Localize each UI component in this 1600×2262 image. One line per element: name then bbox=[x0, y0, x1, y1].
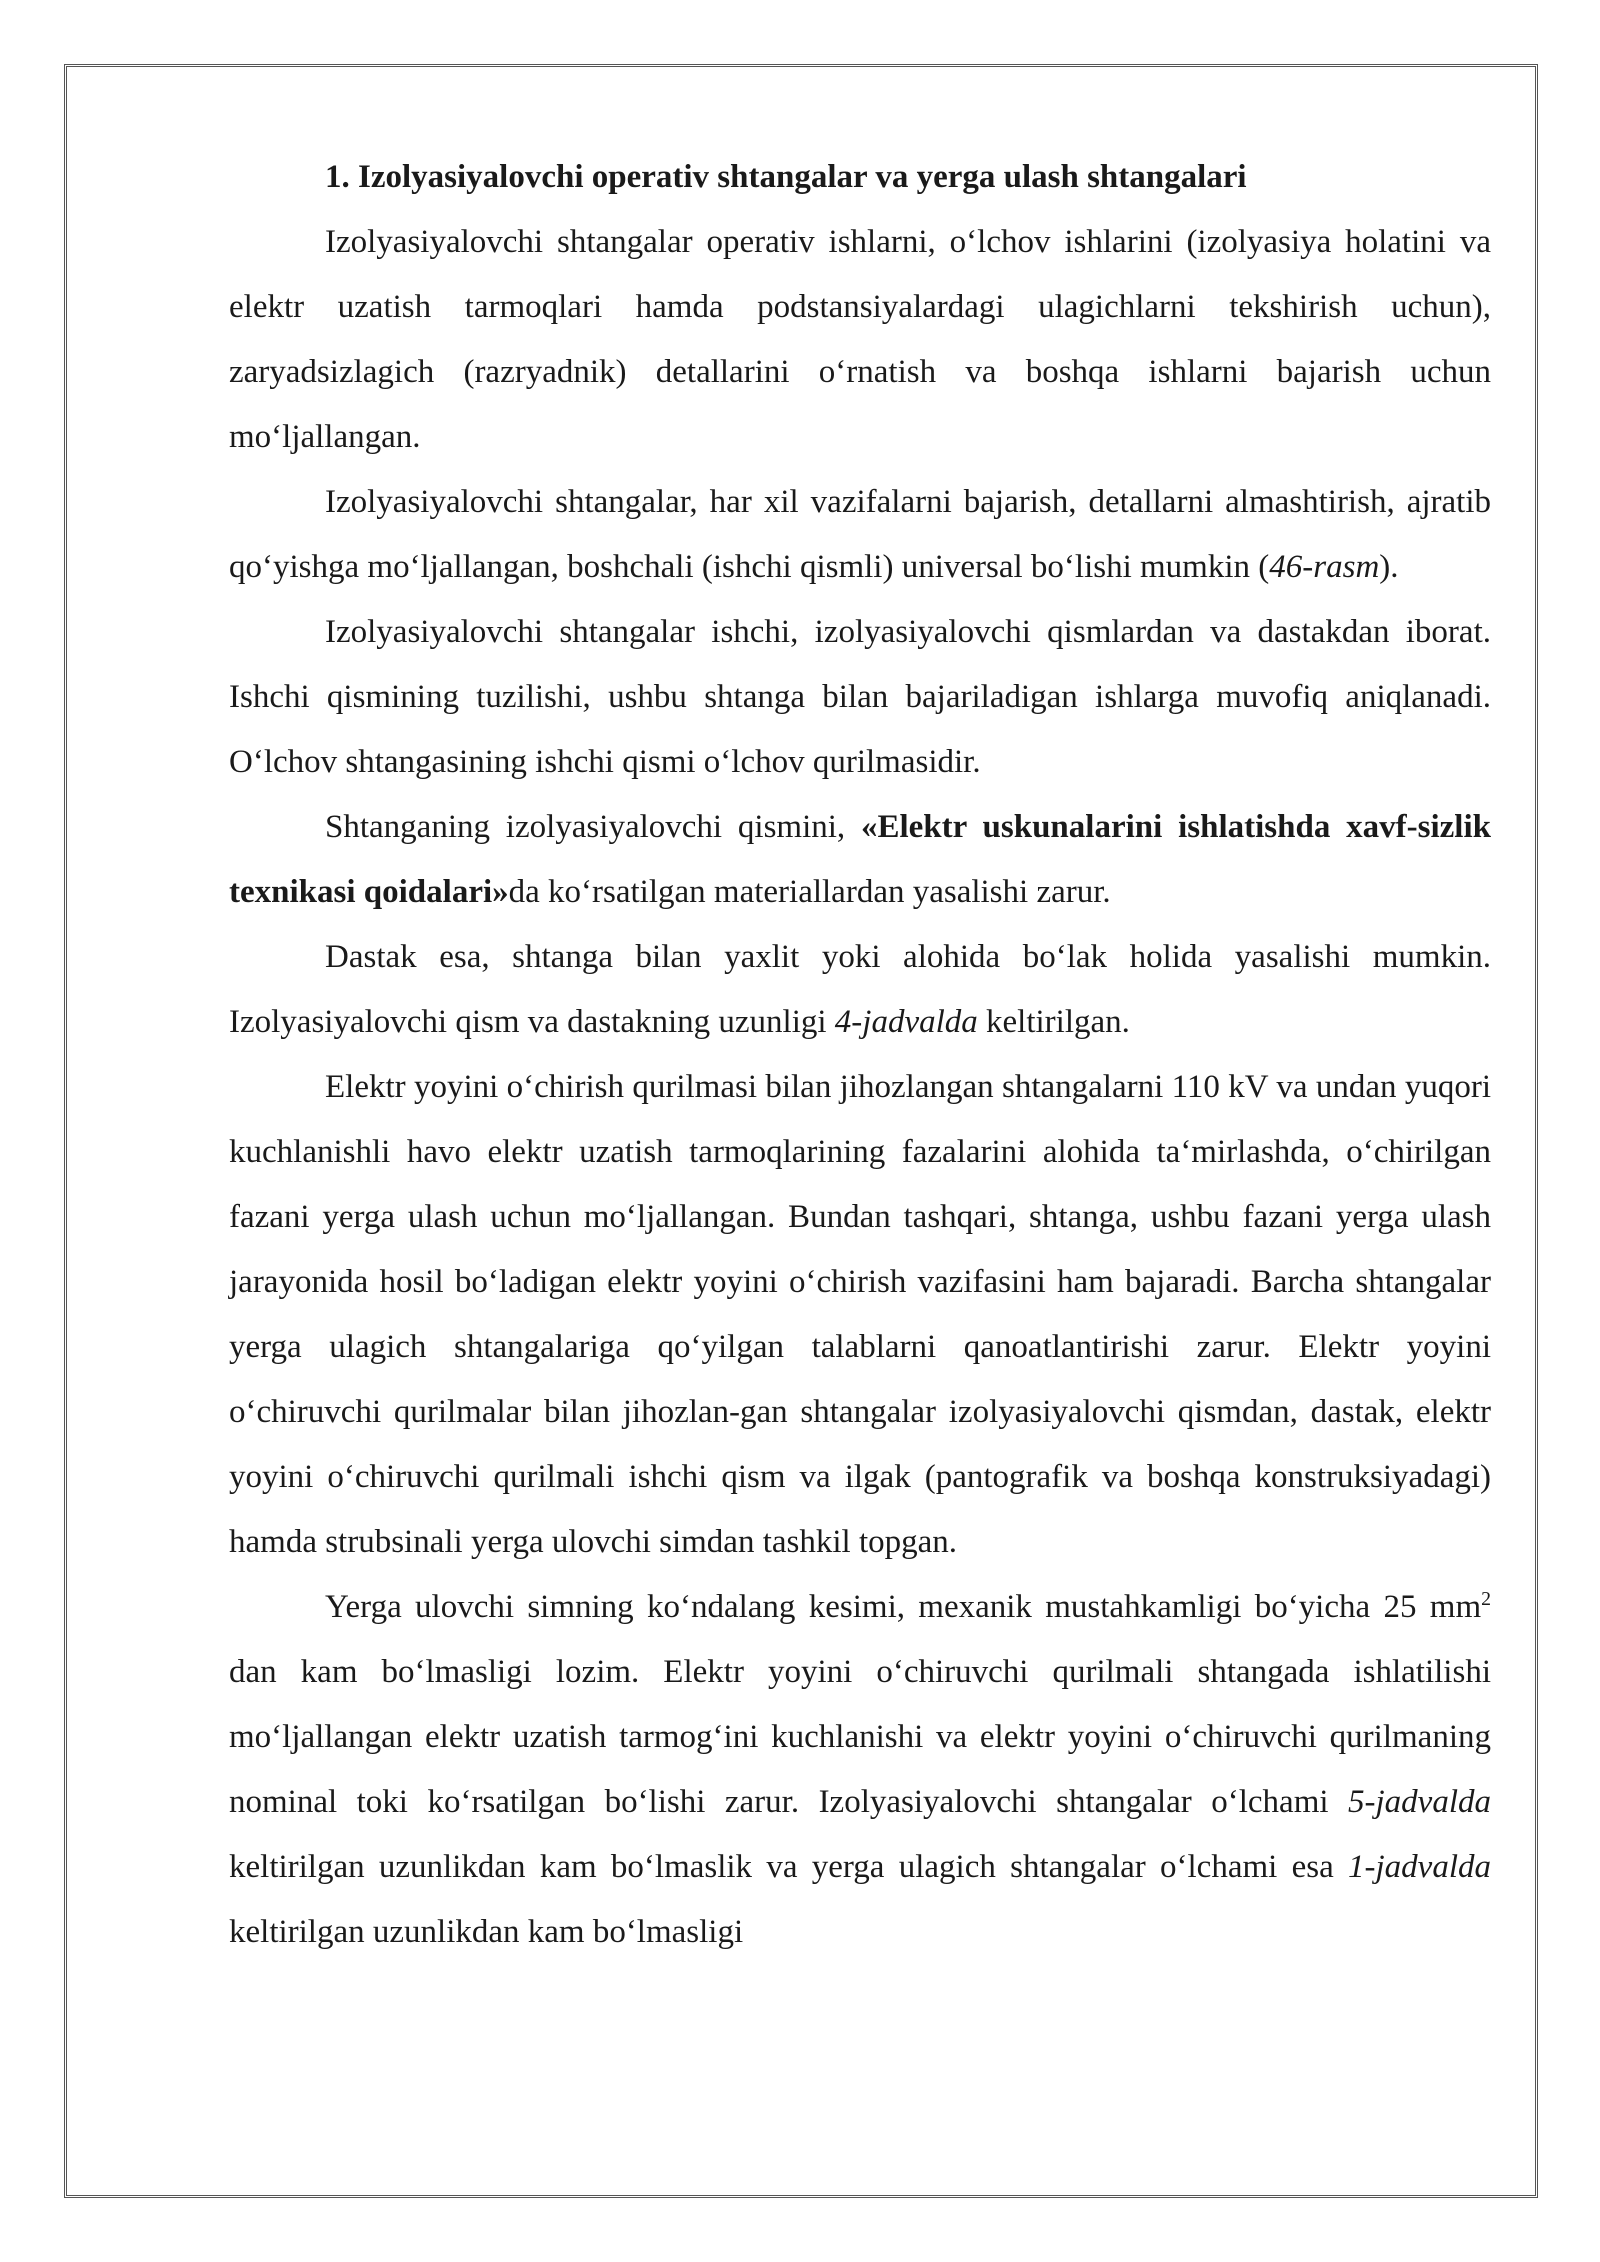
table-reference-5: 5-jadvalda bbox=[1348, 1784, 1491, 1820]
paragraph-7-text-b: dan kam bo‘lmasligi lozim. Elektr yoyini o‘chiruvchi qurilmali shtangada ishlatilishi mo‘ljallangan elektr uzatish tarmog‘ini kuchlanishi va elektr yoyini o‘chiruvchi qurilmaning nominal toki ko‘rsatilgan bo‘lishi zarur. Izolyasiyalovchi shtangalar o‘lchami bbox=[229, 1654, 1491, 1820]
paragraph-6: Elektr yoyini o‘chirish qurilmasi bilan jihozlangan shtangalarni 110 kV va undan yuqori kuchlanishli havo elektr uzatish tarmoqlarining fazalarini alohida ta‘mirlashda, o‘chirilgan fazani yerga ulash uchun mo‘ljallangan. Bundan tashqari, shtanga, ushbu fazani yerga ulash jarayonida hosil bo‘ladigan elektr yoyini o‘chirish vazifasini ham bajaradi. Barcha shtangalar yerga ulagich shtangalariga qo‘yilgan talablarni qanoatlantirishi zarur. Elektr yoyini o‘chiruvchi qurilmalar bilan jihozlan-gan shtangalar izolyasiyalovchi qismdan, dastak, elektr yoyini o‘chiruvchi qurilmali ishchi qism va ilgak (pantografik va boshqa konstruksiyadagi) hamda strubsinali yerga ulovchi simdan tashkil topgan. bbox=[229, 1069, 1491, 1560]
paragraph-7-text-d: keltirilgan uzunlikdan kam bo‘lmasligi bbox=[229, 1914, 744, 1950]
figure-reference: 46-rasm bbox=[1269, 549, 1380, 585]
rules-title: «Elektr uskunalarini ishlatishda xavf-sizlik texnikasi qoidalari» bbox=[229, 809, 1491, 910]
paragraph-5 bbox=[229, 925, 1491, 1055]
table-reference-1: 1-jadvalda bbox=[1348, 1849, 1491, 1885]
paragraph-3: Izolyasiyalovchi shtangalar ishchi, izolyasiyalovchi qismlardan va dastakdan iborat. Ishchi qismining tuzilishi, ushbu shtanga bilan bajariladigan ishlarga muvofiq aniqlanadi. O‘lchov shtangasining ishchi qismi o‘lchov qurilmasidir. bbox=[229, 614, 1491, 780]
document-body bbox=[229, 145, 1491, 1965]
paragraph-5-text-a: Dastak esa, shtanga bilan yaxlit yoki alohida bo‘lak holida yasalishi mumkin. Izolyasiyalovchi qism va dastakning uzunligi bbox=[229, 939, 1491, 1040]
paragraph-7 bbox=[229, 1575, 1491, 1965]
paragraph-4 bbox=[229, 795, 1491, 925]
paragraph-4-text-a: Shtanganing izolyasiyalovchi qismini, bbox=[325, 809, 861, 845]
paragraph-1: Izolyasiyalovchi shtangalar operativ ishlarni, o‘lchov ishlarini (izolyasiya holatini va elektr uzatish tarmoqlari hamda podstansiyalardagi ulagichlarni tekshirish uchun), zaryadsizlagich (razryadnik) detallarini o‘rnatish va boshqa ishlarni bajarish uchun mo‘ljallangan. bbox=[229, 224, 1491, 455]
table-reference: 4-jadvalda bbox=[834, 1004, 978, 1040]
paragraph-4-text-b: da ko‘rsatilgan materiallardan yasalishi zarur. bbox=[508, 874, 1111, 910]
paragraph-5-text-b: keltirilgan. bbox=[977, 1004, 1130, 1040]
paragraph-7-text-a: Yerga ulovchi simning ko‘ndalang kesimi, mexanik mustahkamligi bo‘yicha 25 mm bbox=[325, 1589, 1482, 1625]
paragraph-2-text-b: ). bbox=[1379, 549, 1399, 585]
paragraph-7-text-c: keltirilgan uzunlikdan kam bo‘lmaslik va yerga ulagich shtangalar o‘lchami esa bbox=[229, 1849, 1349, 1885]
section-heading: 1. Izolyasiyalovchi operativ shtangalar va yerga ulash shtangalari bbox=[325, 159, 1247, 195]
paragraph-2 bbox=[229, 470, 1491, 600]
superscript: 2 bbox=[1481, 1588, 1491, 1610]
paragraph-2-text-a: Izolyasiyalovchi shtangalar, har xil vazifalarni bajarish, detallarni almashtirish, ajratib qo‘yishga mo‘ljallangan, boshchali (ishchi qismli) universal bo‘lishi mumkin ( bbox=[229, 484, 1491, 585]
